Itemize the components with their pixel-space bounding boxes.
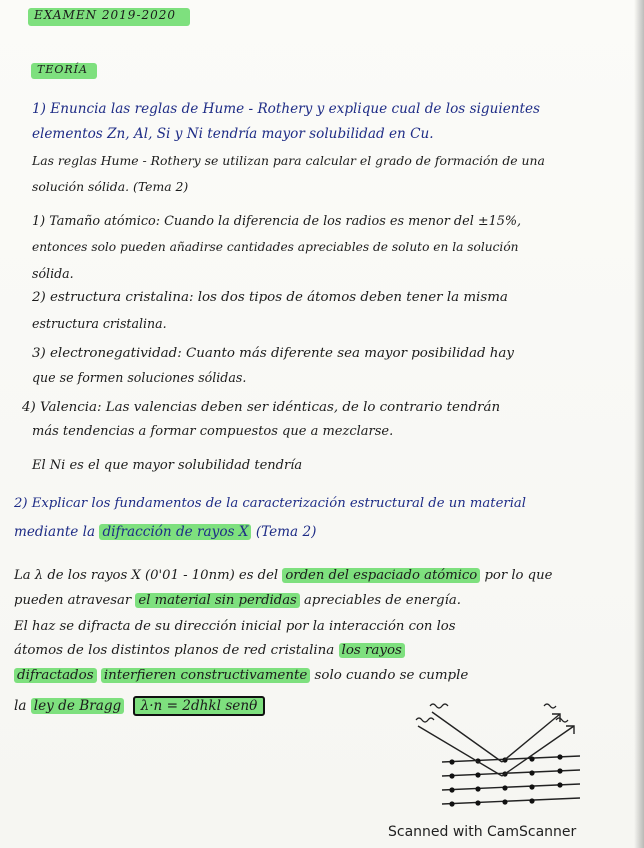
answer-2-line-4 [14, 643, 405, 659]
question-2-line-2 [14, 524, 316, 540]
answer-2-line-4-highlight: los rayos [339, 643, 405, 658]
answer-1-intro-line-2: solución sólida. (Tema 2) [32, 179, 189, 194]
question-2-line-2-pre: mediante la [14, 524, 96, 540]
rule-2-line-1: 2) estructura cristalina: los dos tipos de átomos deben tener la misma [32, 290, 508, 305]
bragg-diffraction-diagram [410, 700, 590, 810]
answer-2-line-1-highlight: orden del espaciado atómico [282, 568, 480, 583]
answer-1-intro-line-1: Las reglas Hume - Rothery se utilizan para calcular el grado de formación de una [32, 153, 545, 168]
answer-2-line-4-a: átomos de los distintos planos de red cristalina [14, 643, 335, 658]
rule-3-line-2: que se formen soluciones sólidas. [32, 370, 247, 385]
incident-rays [418, 712, 502, 776]
answer-2-line-2 [14, 593, 461, 609]
answer-2-line-5-highlight-1: difractados [14, 668, 97, 683]
question-2-line-1: 2) Explicar los fundamentos de la caracterización estructural de un material [14, 496, 526, 511]
answer-2-line-5-b: solo cuando se cumple [314, 668, 469, 683]
rule-3-line-1: 3) electronegatividad: Cuanto más diferente sea mayor posibilidad hay [32, 346, 514, 361]
rule-4-line-2: más tendencias a formar compuestos que a mezclarse. [32, 424, 394, 439]
rule-4-line-1: 4) Valencia: Las valencias deben ser idénticas, de lo contrario tendrán [22, 400, 501, 415]
bragg-law-highlight: ley de Bragg [31, 698, 124, 714]
crystal-plane-lines [442, 756, 580, 804]
answer-2-line-2-b: apreciables de energía. [304, 593, 461, 608]
page-edge-shadow [634, 0, 644, 848]
answer-2-line-2-a: pueden atravesar [14, 593, 132, 608]
answer-2-line-5 [14, 668, 468, 684]
answer-2-line-1-b: por lo que [484, 568, 553, 583]
section-title: TEORÍA [37, 63, 88, 76]
scanner-watermark: Scanned with CamScanner [388, 824, 577, 840]
rule-1-line-2: entonces solo pueden añadirse cantidades apreciables de soluto en la solución [32, 240, 519, 254]
answer-2-line-3: El haz se difracta de su dirección inicial por la interacción con los [14, 619, 456, 634]
answer-2-line-1 [14, 568, 552, 584]
question-1-line-1: 1) Enuncia las reglas de Hume - Rothery y explique cual de los siguientes [32, 101, 541, 117]
rule-2-line-2: estructura cristalina. [32, 316, 167, 331]
answer-2-line-1-a: La λ de los rayos X (0'01 - 10nm) es del [14, 568, 279, 583]
answer-2-line-6 [14, 696, 265, 716]
bragg-formula-box: λ·n = 2dhkl senθ [133, 696, 266, 716]
question-1-line-2: elementos Zn, Al, Si y Ni tendría mayor solubilidad en Cu. [32, 126, 434, 142]
atom-dots [449, 754, 562, 806]
answer-2-line-5-highlight-2: interfieren constructivamente [101, 668, 310, 683]
wave-marks [416, 704, 568, 722]
answer-1-conclusion: El Ni es el que mayor solubilidad tendría [32, 458, 303, 473]
rule-1-line-1: 1) Tamaño atómico: Cuando la diferencia de los radios es menor del ±15%, [32, 214, 522, 229]
rule-1-line-3: sólida. [32, 266, 74, 281]
answer-2-line-6-a: la [14, 698, 27, 714]
question-2-highlight: difracción de rayos X [99, 524, 251, 540]
answer-2-line-2-highlight: el material sin perdidas [135, 593, 299, 608]
question-2-line-2-post: (Tema 2) [255, 524, 317, 540]
exam-title: EXAMEN 2019-2020 [34, 8, 177, 22]
diffracted-rays [502, 714, 574, 776]
